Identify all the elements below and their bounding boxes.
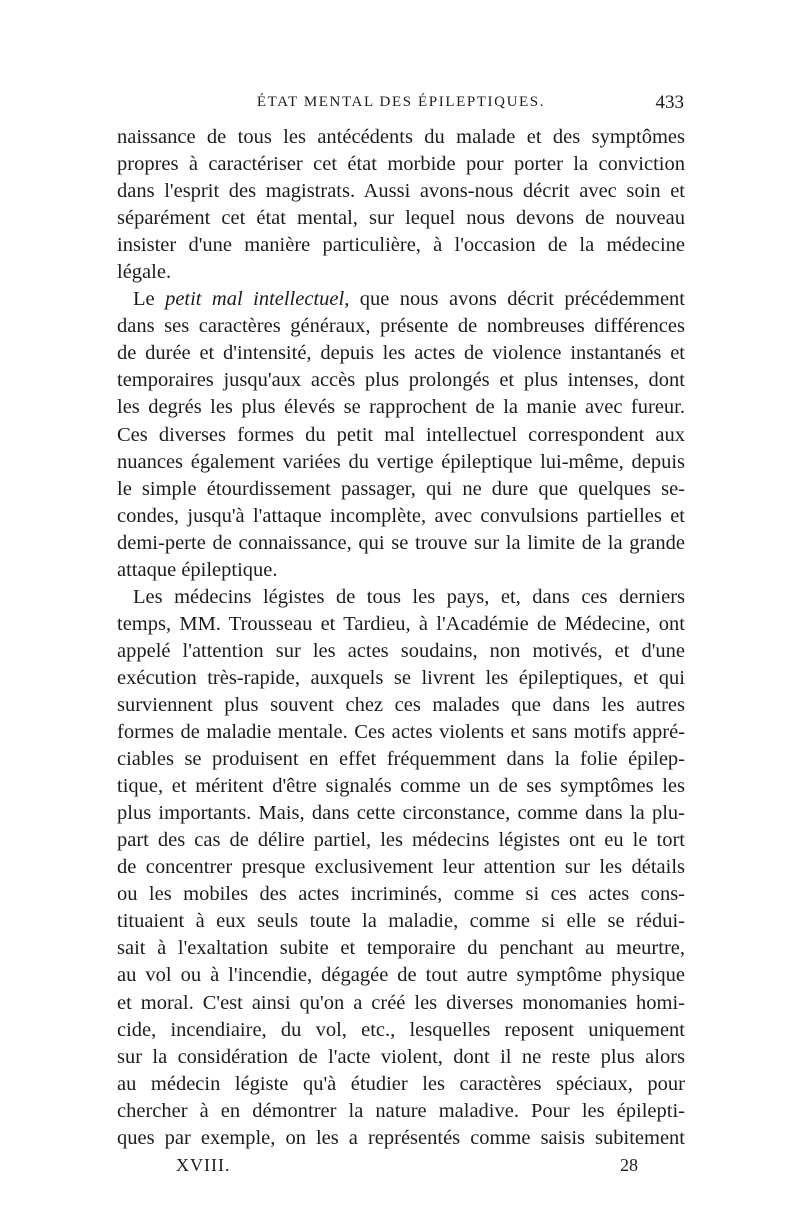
body-text xyxy=(117,124,685,1152)
text-line: attaque épileptique. xyxy=(117,558,278,581)
text-line: dans l'esprit des magistrats. Aussi avons-nous décrit avec soin et xyxy=(117,180,685,203)
text-line: chercher à en démontrer la nature maladive. Pour les épilepti- xyxy=(117,1099,685,1122)
text-line: propres à caractériser cet état morbide pour porter la conviction xyxy=(117,153,685,176)
signature-mark: XVIII. xyxy=(176,1155,231,1175)
text-line: Le petit mal intellectuel, que nous avons décrit précédemment xyxy=(133,288,685,311)
paragraph-2 xyxy=(117,286,685,584)
sheet-number: 28 xyxy=(620,1155,638,1175)
text-line: naissance de tous les antécédents du malade et des symptômes xyxy=(117,126,685,148)
text-line: de concentrer presque exclusivement leur attention sur les détails xyxy=(117,856,685,879)
text-line: cide, incendiaire, du vol, etc., lesquelles reposent uniquement xyxy=(117,1018,685,1041)
text-line: temps, MM. Trousseau et Tardieu, à l'Académie de Médecine, ont xyxy=(117,612,685,635)
text-line: formes de maladie mentale. Ces actes violents et sans motifs appré- xyxy=(117,721,685,744)
text-line: part des cas de délire partiel, les médecins légistes ont eu le tort xyxy=(117,829,685,852)
text-line: au médecin légiste qu'à étudier les caractères spéciaux, pour xyxy=(117,1072,685,1095)
text-line: dans ses caractères généraux, présente de nombreuses différences xyxy=(117,315,685,338)
text-line: condes, jusqu'à l'attaque incomplète, avec convulsions partielles et xyxy=(117,504,685,527)
text-line: nuances également variées du vertige épileptique lui-même, depuis xyxy=(117,450,685,473)
text-line: demi-perte de connaissance, qui se trouve sur la limite de la grande xyxy=(117,531,685,554)
paragraph-3 xyxy=(117,584,685,1152)
text-line: ou les mobiles des actes incriminés, comme si ces actes cons- xyxy=(117,883,685,906)
text-line: surviennent plus souvent chez ces malades que dans les autres xyxy=(117,693,685,716)
italic-term: petit mal intellectuel, xyxy=(165,288,350,311)
text-line: séparément cet état mental, sur lequel nous devons de nouveau xyxy=(117,207,685,230)
text-line: sur la considération de l'acte violent, dont il ne reste plus alors xyxy=(117,1045,685,1068)
text-line: appelé l'attention sur les actes soudains, non motivés, et d'une xyxy=(117,639,685,662)
text-line: temporaires jusqu'aux accès plus prolongés et plus intenses, dont xyxy=(117,369,685,392)
text-line: ques par exemple, on les a représentés comme saisis subitement xyxy=(117,1126,685,1149)
text-line: Les médecins légistes de tous les pays, et, dans ces derniers xyxy=(133,585,685,608)
text-line: tituaient à eux seuls toute la maladie, comme si elle se rédui- xyxy=(117,910,685,933)
text-line: insister d'une manière particulière, à l'occasion de la médecine xyxy=(117,234,685,257)
page-number: 433 xyxy=(655,92,684,113)
text-line: tique, et méritent d'être signalés comme un de ses symptômes les xyxy=(117,775,685,798)
text-line: ciables se produisent en effet fréquemment dans la folie épilep- xyxy=(117,748,685,771)
text-line: de durée et d'intensité, depuis les actes de violence instantanés et xyxy=(117,342,685,365)
running-title: ÉTAT MENTAL DES ÉPILEPTIQUES. xyxy=(256,94,546,110)
text-line: Ces diverses formes du petit mal intellectuel correspondent aux xyxy=(117,423,685,446)
text-line: et moral. C'est ainsi qu'on a créé les diverses monomanies homi- xyxy=(117,991,685,1014)
text-line: légale. xyxy=(117,261,172,284)
page-footer xyxy=(118,1155,684,1179)
text-line: plus importants. Mais, dans cette circonstance, comme dans la plu- xyxy=(117,802,685,825)
paragraph-1 xyxy=(117,124,685,286)
text-line: les degrés les plus élevés se rapprochent de la manie avec fureur. xyxy=(117,396,685,419)
text-line: au vol ou à l'incendie, dégagée de tout autre symptôme physique xyxy=(117,964,685,987)
running-head xyxy=(118,92,684,116)
text-line: exécution très-rapide, auxquels se livrent les épileptiques, et qui xyxy=(117,666,685,689)
text-line: le simple étourdissement passager, qui ne dure que quelques se- xyxy=(117,477,685,500)
text-line: sait à l'exaltation subite et temporaire du penchant au meurtre, xyxy=(117,937,685,960)
